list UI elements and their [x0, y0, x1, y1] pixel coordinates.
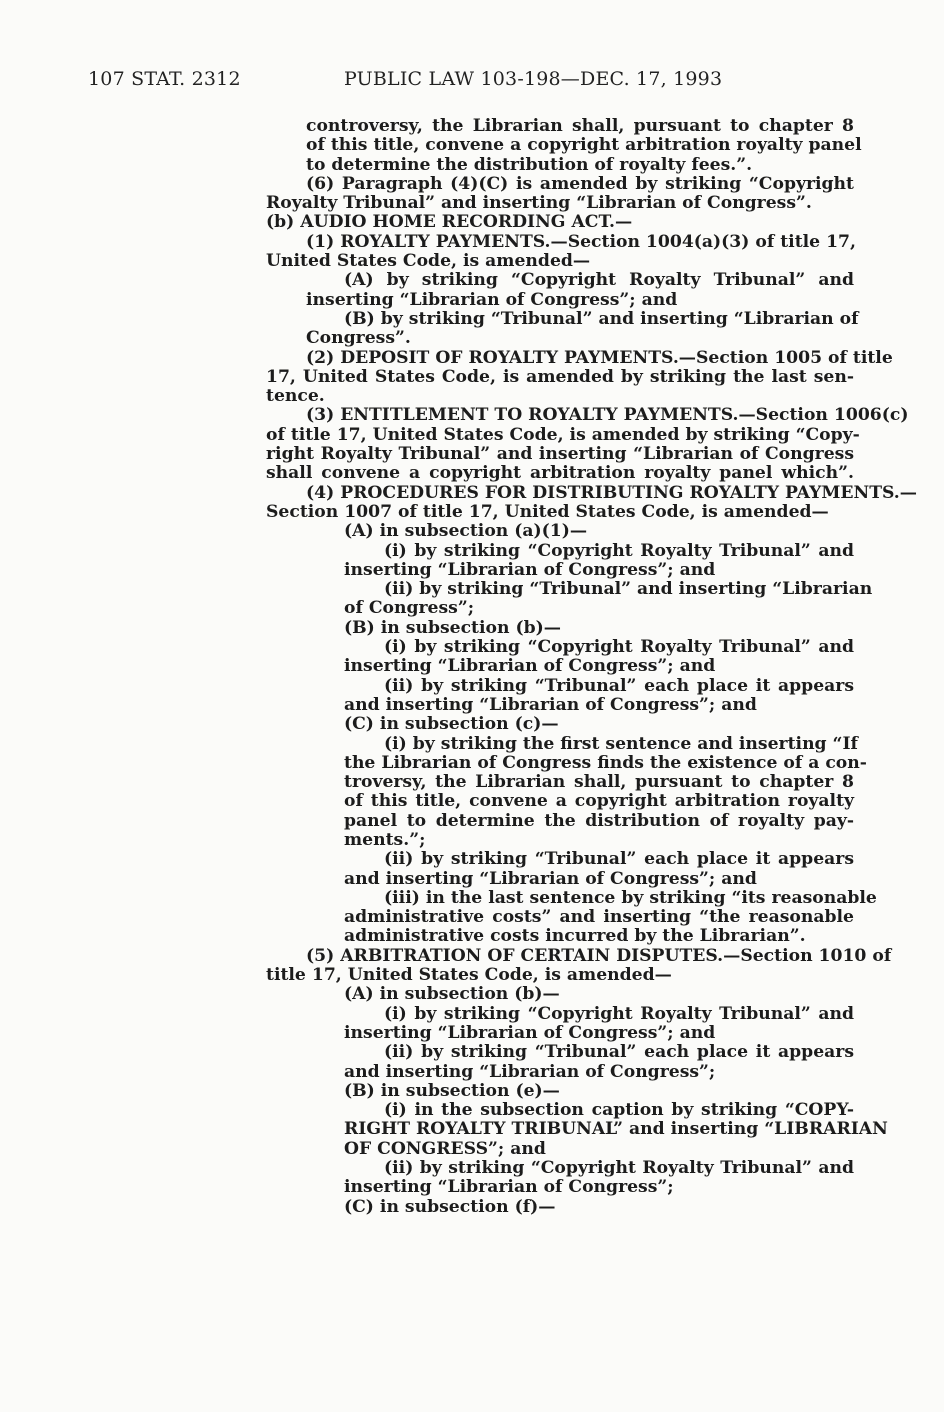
text-line: (i) in the subsection caption by striking “COPY-	[384, 1100, 854, 1121]
text-line: inserting “Librarian of Congress”; and	[306, 289, 678, 310]
text-line: tence.	[266, 386, 325, 407]
text-line: inserting “Librarian of Congress”; and	[344, 1022, 716, 1043]
text-line: (A) in subsection (a)(1)—	[344, 521, 588, 542]
text-line: of Congress”;	[344, 598, 475, 619]
text-line: (6) Paragraph (4)(C) is amended by striking “Copyright	[306, 173, 854, 194]
text-line: controversy, the Librarian shall, pursuant to chapter 8	[306, 116, 854, 136]
text-line: of this title, convene a copyright arbitration royalty	[344, 791, 854, 812]
text-line: (ii) by striking “Tribunal” and inserting “Librarian	[384, 579, 873, 600]
text-line: (C) in subsection (f)—	[344, 1196, 556, 1217]
text-line: (b) AUDIO HOME RECORDING ACT.—	[266, 212, 633, 233]
text-line: (B) in subsection (b)—	[344, 617, 561, 638]
text-line: ments.”;	[344, 829, 426, 850]
text-line: panel to determine the distribution of royalty pay-	[344, 810, 854, 831]
text-line: OF CONGRESS”; and	[344, 1138, 546, 1159]
text-line: and inserting “Librarian of Congress”; and	[344, 868, 757, 889]
document-body	[266, 116, 917, 1217]
text-line: the Librarian of Congress finds the existence of a con-	[344, 752, 867, 773]
text-line: Royalty Tribunal” and inserting “Librarian of Congress”.	[266, 193, 812, 214]
text-line: (ii) by striking “Tribunal” each place it appears	[384, 675, 854, 696]
text-line: and inserting “Librarian of Congress”;	[344, 1061, 716, 1082]
text-line: 17, United States Code, is amended by striking the last sen-	[266, 366, 854, 387]
text-line: (A) in subsection (b)—	[344, 984, 560, 1005]
text-line: RIGHT ROYALTY TRIBUNAL” and inserting “LIBRARIAN	[344, 1119, 888, 1140]
text-line: troversy, the Librarian shall, pursuant to chapter 8	[344, 772, 854, 793]
text-line: administrative costs” and inserting “the reasonable	[344, 907, 854, 928]
text-line: inserting “Librarian of Congress”;	[344, 1177, 674, 1198]
text-line: (B) by striking “Tribunal” and inserting “Librarian of	[344, 308, 859, 329]
text-line: United States Code, is amended—	[266, 251, 591, 272]
text-line: Section 1007 of title 17, United States Code, is amended—	[266, 501, 829, 522]
text-line: Congress”.	[306, 328, 411, 349]
text-line: (i) by striking “Copyright Royalty Tribunal” and	[384, 1003, 854, 1024]
text-line: administrative costs incurred by the Librarian”.	[344, 926, 806, 947]
text-line: (A) by striking “Copyright Royalty Tribunal” and	[344, 270, 854, 291]
law-title-header: PUBLIC LAW 103-198—DEC. 17, 1993	[344, 68, 723, 90]
text-line: (5) ARBITRATION OF CERTAIN DISPUTES.—Section 1010 of	[306, 945, 892, 966]
text-line: (4) PROCEDURES FOR DISTRIBUTING ROYALTY PAYMENTS.—	[306, 482, 917, 503]
text-line: (ii) by striking “Tribunal” each place it appears	[384, 849, 854, 870]
text-line: shall convene a copyright arbitration royalty panel which”.	[266, 463, 854, 484]
stat-reference: 107 STAT. 2312	[88, 68, 241, 90]
text-line: right Royalty Tribunal” and inserting “Librarian of Congress	[266, 444, 854, 465]
text-line: (2) DEPOSIT OF ROYALTY PAYMENTS.—Section 1005 of title	[306, 347, 893, 368]
text-line: of this title, convene a copyright arbitration royalty panel	[306, 135, 862, 156]
text-line: (iii) in the last sentence by striking “its reasonable	[384, 887, 877, 908]
text-line: (3) ENTITLEMENT TO ROYALTY PAYMENTS.—Section 1006(c)	[306, 405, 909, 426]
text-line: (C) in subsection (c)—	[344, 714, 559, 735]
text-line: inserting “Librarian of Congress”; and	[344, 559, 716, 580]
text-line: to determine the distribution of royalty fees.”.	[306, 154, 753, 175]
text-line: (ii) by striking “Copyright Royalty Tribunal” and	[384, 1158, 854, 1179]
text-line: of title 17, United States Code, is amended by striking “Copy-	[266, 424, 860, 445]
text-line: inserting “Librarian of Congress”; and	[344, 656, 716, 677]
text-line: (i) by striking “Copyright Royalty Tribunal” and	[384, 540, 854, 561]
text-line: title 17, United States Code, is amended—	[266, 965, 672, 986]
text-line: (i) by striking “Copyright Royalty Tribunal” and	[384, 637, 854, 658]
text-line: (1) ROYALTY PAYMENTS.—Section 1004(a)(3) of title 17,	[306, 231, 856, 252]
text-line: (ii) by striking “Tribunal” each place it appears	[384, 1042, 854, 1063]
text-line: and inserting “Librarian of Congress”; and	[344, 694, 757, 715]
text-line: (i) by striking the first sentence and inserting “If	[384, 733, 858, 754]
text-line: (B) in subsection (e)—	[344, 1080, 560, 1101]
